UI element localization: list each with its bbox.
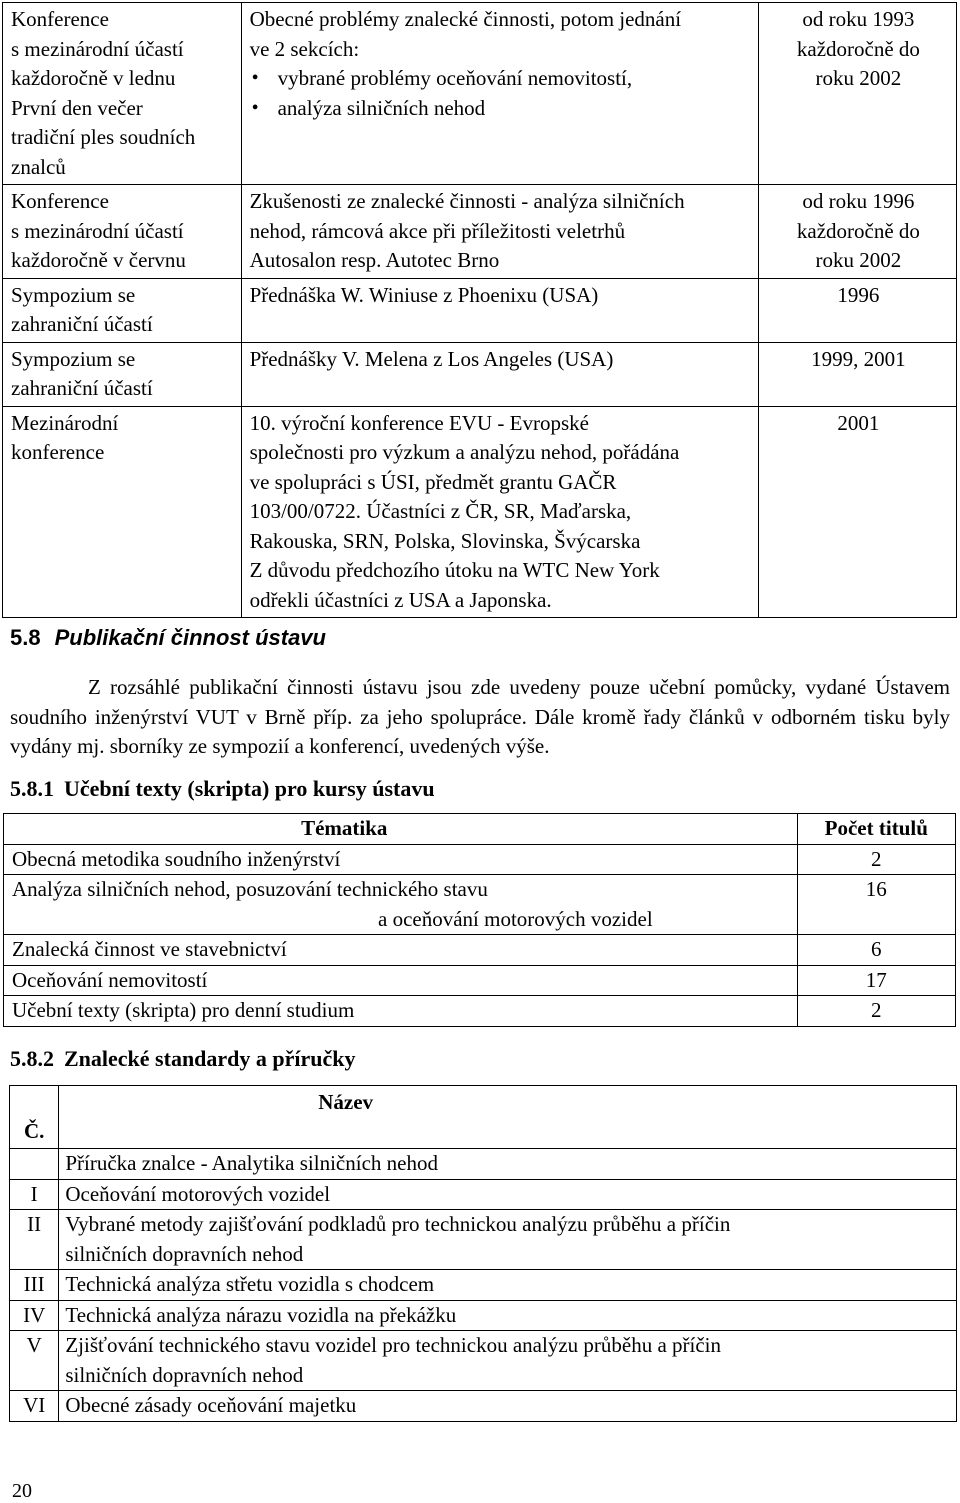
topic-cell [4, 875, 798, 935]
text-line: Konference [11, 189, 109, 213]
event-description [241, 278, 758, 342]
subsection-title: Učební texty (skripta) pro kursy ústavu [64, 776, 435, 801]
text-line: 10. výroční konference EVU - Evropské [249, 410, 589, 435]
subsection-title: Znalecké standardy a příručky [64, 1046, 356, 1071]
text-line: Obecné problémy znalecké činnosti, potom jednání [249, 7, 682, 31]
text-line: silničních dopravních nehod [65, 1241, 304, 1266]
header-name: Název [59, 1086, 957, 1149]
text-line: zahraniční účastí [11, 376, 153, 400]
table-row [3, 278, 957, 342]
topic-line: a oceňování motorových vozidel [378, 906, 653, 931]
row-number: III [10, 1270, 59, 1301]
section-number: 5.8 [10, 625, 41, 650]
intro-paragraph [10, 673, 950, 762]
row-number: V [10, 1331, 59, 1391]
text-line: silničních dopravních nehod [65, 1362, 304, 1387]
text-line: Sympozium se [11, 346, 136, 371]
event-description [241, 3, 758, 185]
subsection-heading-textbooks [10, 774, 435, 804]
textbooks-table [3, 813, 956, 1027]
list-item: • analýza silničních nehod [278, 94, 752, 124]
text-line: 103/00/0722. Účastníci z ČR, SR, Maďarska, [249, 499, 632, 523]
table-row [3, 342, 957, 406]
event-type [3, 278, 242, 342]
event-description [241, 185, 758, 279]
text-line: Technická analýza střetu vozidla s chodcem [65, 1272, 435, 1296]
count-cell: 6 [797, 935, 955, 966]
text-line: Z důvodu předchozího útoku na WTC New York [249, 558, 660, 582]
table-row [10, 1179, 957, 1210]
text-line: Technická analýza nárazu vozidla na překážku [65, 1302, 457, 1327]
event-period [758, 278, 956, 342]
table-header-row [4, 814, 956, 845]
text-line: Oceňování motorových vozidel [65, 1181, 331, 1206]
header-count: Počet titulů [797, 814, 955, 845]
text-line: 1999, 2001 [811, 346, 906, 371]
text-line: Konference [11, 7, 109, 31]
paragraph-text: Z rozsáhlé publikační činnosti ústavu jsou zde uvedeny pouze učební pomůcky, vydané Ústavem soudního inženýrství VUT v Brně příp. za jeho spolupráce. Dále kromě řady článků v odborném tisku byly vydány mj. sborníky ze sympozií a konferencí, uvedených výše. [10, 675, 950, 758]
text-line: Zkušenosti ze znalecké činnosti - analýza silničních [249, 189, 685, 213]
row-name [59, 1300, 957, 1331]
row-name [59, 1179, 957, 1210]
header-number: Č. [10, 1086, 59, 1149]
text-line: Mezinárodní [11, 410, 119, 435]
text-line: roku 2002 [815, 66, 902, 90]
header-topic: Tématika [4, 814, 798, 845]
table-header-row [10, 1086, 957, 1149]
text-line: ve spolupráci s ÚSI, předmět grantu GAČR [249, 469, 617, 494]
table-row [4, 875, 956, 935]
text-line: Rakouska, SRN, Polska, Slovinska, Švýcarska [249, 528, 641, 553]
event-type [3, 3, 242, 185]
event-type [3, 342, 242, 406]
count-cell: 16 [797, 875, 955, 935]
text-line: každoročně do [796, 36, 920, 61]
subsection-number: 5.8.2 [10, 1046, 54, 1071]
row-name [59, 1210, 957, 1270]
text-line: Sympozium se [11, 282, 136, 307]
text-line: společnosti pro výzkum a analýzu nehod, pořádána [249, 440, 680, 464]
table-row [10, 1331, 957, 1391]
text-line: Příručka znalce - Analytika silničních nehod [65, 1151, 438, 1175]
text-line: s mezinárodní účastí [11, 36, 184, 61]
event-period [758, 185, 956, 279]
row-name [59, 1331, 957, 1391]
table-row [10, 1270, 957, 1301]
list-item: • vybrané problémy oceňování nemovitostí, [278, 64, 752, 94]
topic-line: Analýza silničních nehod, posuzování technického stavu [12, 877, 488, 901]
event-period [758, 406, 956, 618]
text-line: znalců [11, 154, 66, 179]
table-row [10, 1210, 957, 1270]
text-line: roku 2002 [815, 248, 902, 272]
text-line: každoročně v červnu [11, 248, 186, 272]
event-period [758, 3, 956, 185]
text-line: zahraniční účastí [11, 312, 153, 336]
row-name [59, 1149, 957, 1180]
text-line: Přednášky V. Melena z Los Angeles (USA) [249, 346, 614, 371]
count-cell: 17 [797, 965, 955, 996]
subsection-number: 5.8.1 [10, 776, 54, 801]
topic-cell: Znalecká činnost ve stavebnictví [4, 935, 798, 966]
count-cell: 2 [797, 844, 955, 875]
topic-cell: Obecná metodika soudního inženýrství [4, 844, 798, 875]
row-number: I [10, 1179, 59, 1210]
text-line: ve 2 sekcích: [249, 36, 360, 61]
event-type [3, 185, 242, 279]
text-line: tradiční ples soudních [11, 125, 196, 149]
row-name [59, 1270, 957, 1301]
text-line: od roku 1993 [802, 7, 915, 31]
row-number [10, 1149, 59, 1180]
row-name [59, 1391, 957, 1422]
table-row [10, 1149, 957, 1180]
text-line: Autosalon resp. Autotec Brno [249, 248, 500, 272]
table-row [4, 996, 956, 1027]
topic-cell: Učební texty (skripta) pro denní studium [4, 996, 798, 1027]
event-description [241, 406, 758, 618]
table-row [10, 1300, 957, 1331]
text-line: Obecné zásady oceňování majetku [65, 1393, 357, 1417]
text-line: odřekli účastníci z USA a Japonska. [249, 587, 552, 612]
text-line: 1996 [837, 282, 880, 307]
topic-cell: Oceňování nemovitostí [4, 965, 798, 996]
standards-table [9, 1085, 957, 1422]
row-number: VI [10, 1391, 59, 1422]
text-line: nehod, rámcová akce při příležitosti veletrhů [249, 218, 626, 243]
text-line: Vybrané metody zajišťování podkladů pro technickou analýzu průběhu a příčin [65, 1212, 731, 1236]
table-row [10, 1391, 957, 1422]
subsection-heading-standards [10, 1044, 356, 1074]
count-cell: 2 [797, 996, 955, 1027]
text-line: 2001 [837, 410, 880, 435]
table-row [4, 844, 956, 875]
section-heading [10, 620, 326, 656]
text-line: s mezinárodní účastí [11, 218, 184, 243]
row-number: II [10, 1210, 59, 1270]
event-period [758, 342, 956, 406]
table-row [3, 3, 957, 185]
text-line: každoročně v lednu [11, 66, 176, 90]
table-row [3, 406, 957, 618]
bullet-list [250, 64, 752, 123]
page-number: 20 [12, 1480, 32, 1502]
text-line: každoročně do [796, 218, 920, 243]
text-line: První den večer [11, 95, 143, 120]
row-number: IV [10, 1300, 59, 1331]
table-row [3, 185, 957, 279]
table-row [4, 935, 956, 966]
table-row [4, 965, 956, 996]
event-description [241, 342, 758, 406]
section-title: Publikační činnost ústavu [54, 625, 326, 650]
text-line: Přednáška W. Winiuse z Phoenixu (USA) [249, 282, 599, 307]
text-line: Zjišťování technického stavu vozidel pro technickou analýzu průběhu a příčin [65, 1333, 722, 1357]
event-type [3, 406, 242, 618]
text-line: konference [11, 440, 105, 464]
events-table [2, 2, 957, 618]
text-line: od roku 1996 [802, 189, 915, 213]
